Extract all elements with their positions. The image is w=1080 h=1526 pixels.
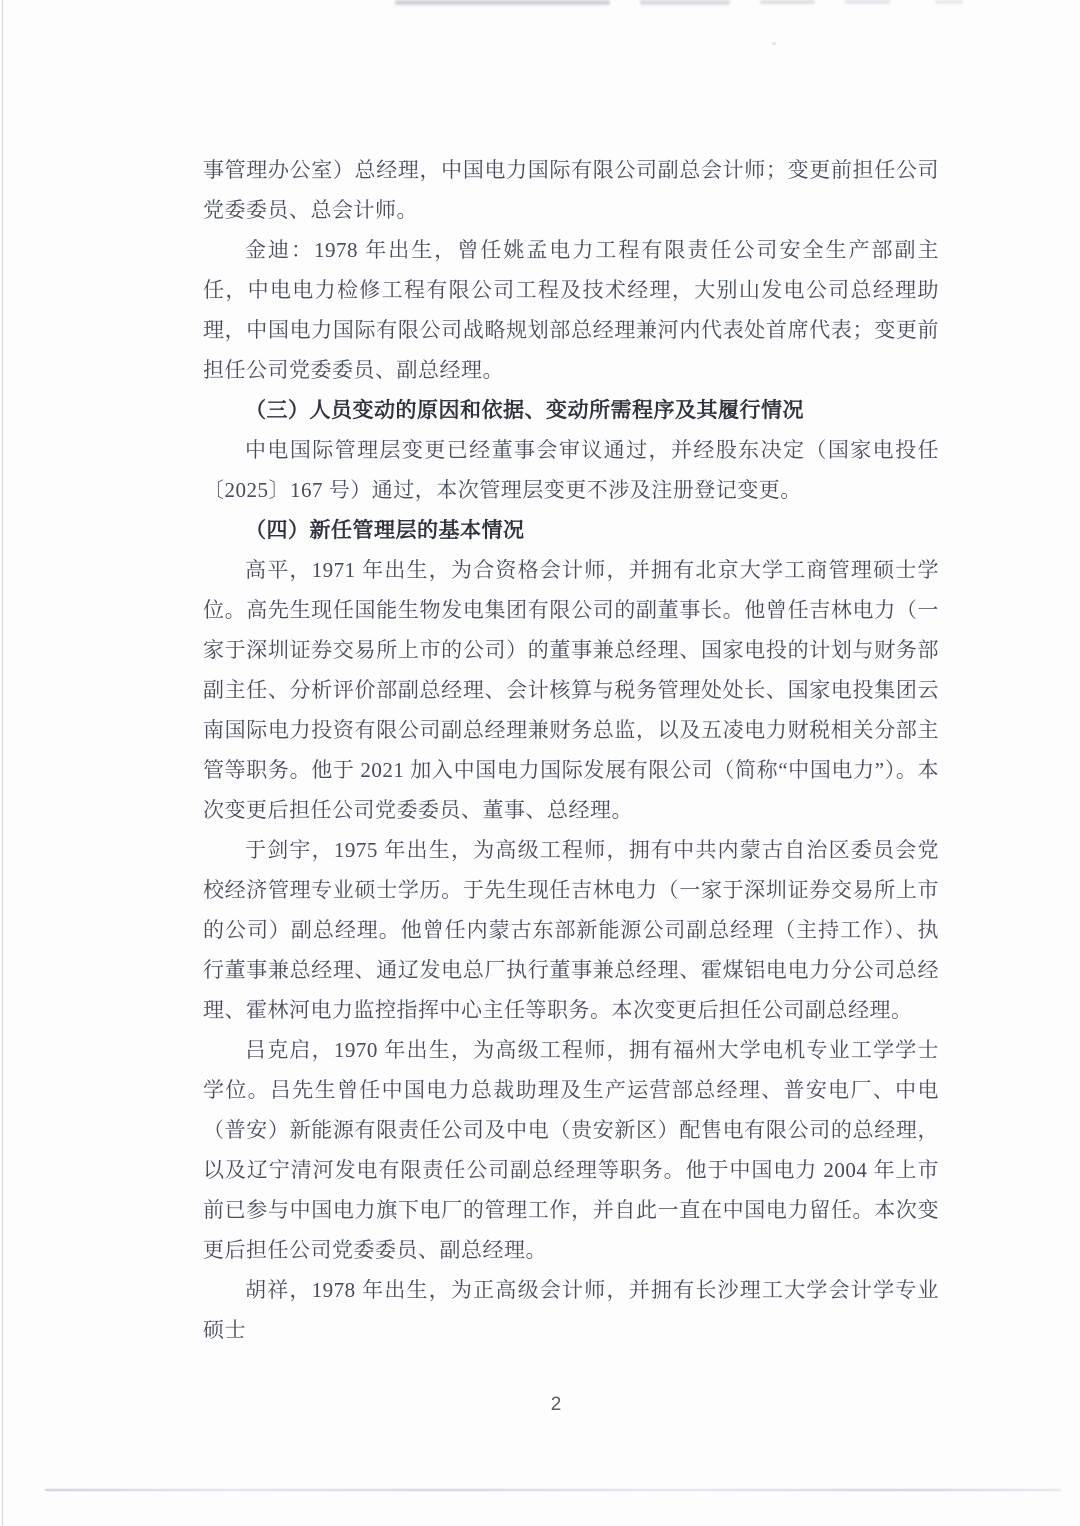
scan-smudge	[640, 0, 730, 5]
scan-smudge	[935, 0, 963, 4]
paragraph-jindi-bio: 金迪：1978 年出生，曾任姚孟电力工程有限责任公司安全生产部副主任，中电电力检修工程有限公司工程及技术经理，大别山发电公司总经理助理，中国电力国际有限公司战略规划部总经理兼河内代表处首席代表；变更前担任公司党委委员、副总经理。	[203, 238, 939, 382]
scan-artifact-bottom-line	[45, 1489, 1061, 1491]
paragraph-continuation-zongjingli: 事管理办公室）总经理，中国电力国际有限公司副总会计师；变更前担任公司党委委员、总会计师。	[203, 158, 939, 222]
scan-edge-left	[2, 0, 3, 1526]
scan-smudge	[760, 0, 815, 4]
scan-speck	[772, 42, 776, 45]
paragraph-lvkeqi-bio: 吕克启，1970 年出生，为高级工程师，拥有福州大学电机专业工学学士学位。吕先生曾任中国电力总裁助理及生产运营部总经理、普安电厂、中电（普安）新能源有限责任公司及中电（贵安新区）配售电有限公司的总经理，以及辽宁清河发电有限责任公司副总经理等职务。他于中国电力 2004 年上市前已参与中国电力旗下电厂的管理工作，并自此一直在中国电力留任。本次变更后担任公司党委委员、副总经理。	[203, 1038, 939, 1262]
page-number: 2	[550, 1394, 562, 1415]
scan-artifact-top	[0, 0, 1080, 10]
paragraph-huxiang-bio-cutoff: 胡祥，1978 年出生，为正高级会计师，并拥有长沙理工大学会计学专业硕士	[203, 1278, 939, 1342]
scan-smudge	[395, 0, 610, 5]
scan-smudge	[845, 0, 890, 4]
paragraph-approval-procedure: 中电国际管理层变更已经董事会审议通过，并经股东决定（国家电投任〔2025〕167 号）通过，本次管理层变更不涉及注册登记变更。	[203, 438, 939, 502]
section-heading-3-personnel-change-reason: （三）人员变动的原因和依据、变动所需程序及其履行情况	[245, 398, 804, 422]
document-body	[203, 150, 939, 1350]
paragraph-yujianyu-bio: 于剑宇，1975 年出生，为高级工程师，拥有中共内蒙古自治区委员会党校经济管理专业硕士学历。于先生现任吉林电力（一家于深圳证券交易所上市的公司）副总经理。他曾任内蒙古东部新能源公司副总经理（主持工作）、执行董事兼总经理、通辽发电总厂执行董事兼总经理、霍煤铝电电力分公司总经理、霍林河电力监控指挥中心主任等职务。本次变更后担任公司副总经理。	[203, 838, 939, 1022]
paragraph-gaoping-bio: 高平，1971 年出生，为合资格会计师，并拥有北京大学工商管理硕士学位。高先生现任国能生物发电集团有限公司的副董事长。他曾任吉林电力（一家于深圳证券交易所上市的公司）的董事兼总经理、国家电投的计划与财务部副主任、分析评价部副总经理、会计核算与税务管理处处长、国家电投集团云南国际电力投资有限公司副总经理兼财务总监，以及五凌电力财税相关分部主管等职务。他于 2021 加入中国电力国际发展有限公司（简称“中国电力”）。本次变更后担任公司党委委员、董事、总经理。	[203, 558, 939, 822]
section-heading-4-new-management-profile: （四）新任管理层的基本情况	[245, 518, 525, 542]
